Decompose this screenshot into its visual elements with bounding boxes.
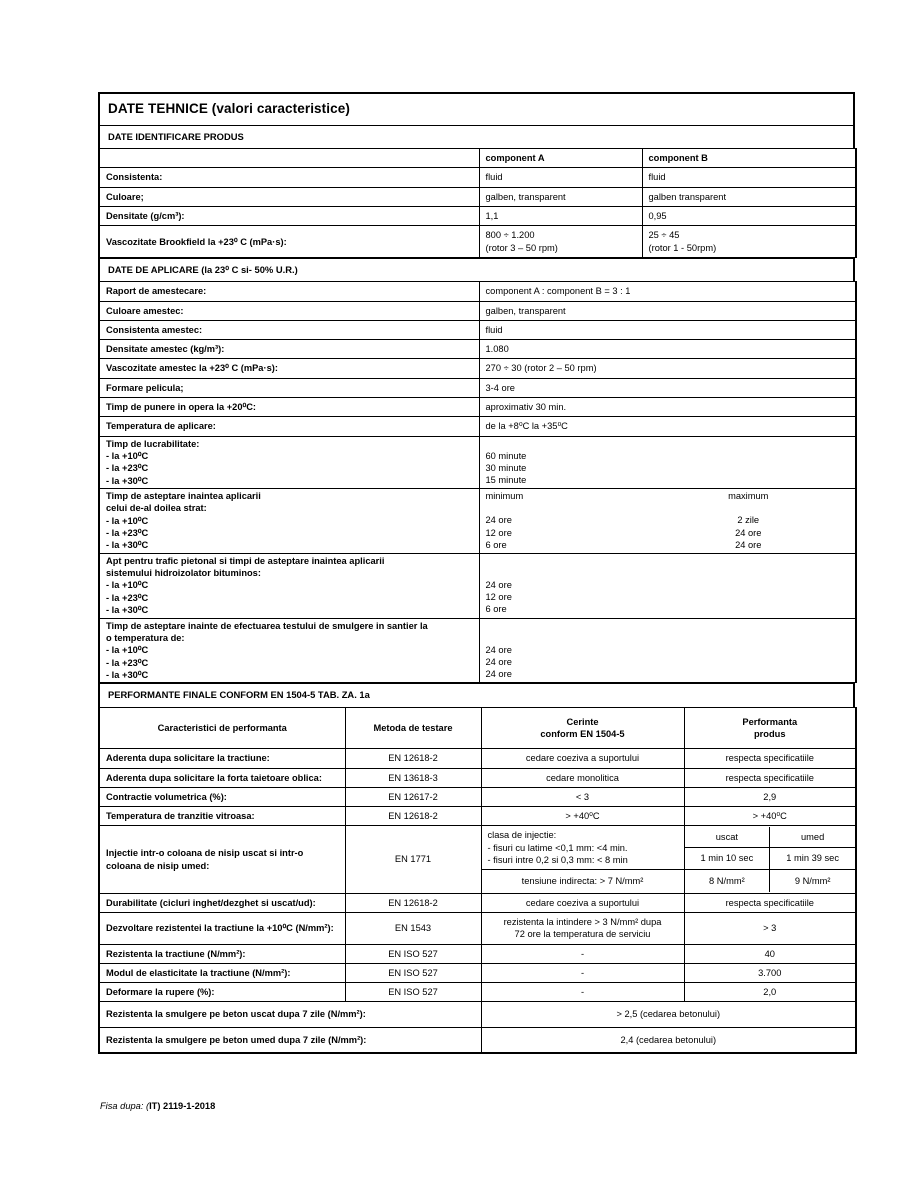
table-row: [99, 893, 856, 912]
vascozitate-b-line1: 25 ÷ 45: [648, 230, 680, 241]
pedestrian-temp-23: - la +23⁰C: [106, 592, 149, 603]
second-coat-min-23: 12 ore: [485, 527, 512, 538]
row-value-asteptare-smulgere: [479, 618, 856, 683]
injection-stress-umed: 9 N/mm²: [770, 869, 855, 892]
row-product-deformare-rupere: 2,0: [684, 983, 856, 1002]
dezvoltare-req-line1: rezistenta la intindere > 3 N/mm² dupa: [503, 916, 662, 927]
row-method-injectie: EN 1771: [345, 826, 481, 893]
row-requirement-modul-elasticitate: -: [481, 963, 684, 982]
row-label-modul-elasticitate: Modul de elasticitate la tractiune (N/mm²):: [99, 963, 345, 982]
row-label-consistenta-amestec: Consistenta amestec:: [99, 320, 479, 339]
injection-class-line3: - fisuri intre 0,2 si 0,3 mm: < 8 min: [487, 855, 628, 866]
workability-value-10: 60 minute: [485, 450, 527, 461]
row-label-aderenta-tractiune: Aderenta dupa solicitare la tractiune:: [99, 749, 345, 768]
row-product-aderenta-taietoare: respecta specificatiile: [684, 768, 856, 787]
table-row: [99, 187, 856, 206]
row-requirement-aderenta-tractiune: cedare coeziva a suportului: [481, 749, 684, 768]
footer-code: IT) 2119-1-2018: [149, 1101, 216, 1111]
second-coat-spacer: [486, 502, 850, 514]
title-row: [99, 93, 854, 125]
header-method: Metoda de testare: [345, 707, 481, 749]
row-label-smulgere-umed: Rezistenta la smulgere pe beton umed dupa 7 zile (N/mm²):: [99, 1027, 481, 1053]
title-block: [98, 92, 855, 125]
row-requirement-aderenta-taietoare: cedare monolitica: [481, 768, 684, 787]
table-row-pulloff-wait: [99, 618, 856, 683]
row-requirement-tranzitie-vitroasa: > +40⁰C: [481, 807, 684, 826]
row-method-dezvoltare-rezistenta: EN 1543: [345, 912, 481, 944]
second-coat-head2: celui de-al doilea strat:: [106, 503, 207, 514]
row-value-temperatura-aplicare: de la +8⁰C la +35⁰C: [479, 417, 856, 436]
second-coat-col-max: maximum: [728, 490, 769, 501]
row-value-trafic-pietonal: [479, 553, 856, 618]
row-label-consistenta: Consistenta:: [99, 168, 479, 187]
second-coat-values-10: [486, 514, 850, 526]
row-value-culoare-a: galben, transparent: [479, 187, 642, 206]
second-coat-min-30: 6 ore: [485, 540, 507, 551]
table-row: [99, 749, 856, 768]
workability-temp-23: - la +23⁰C: [106, 463, 149, 474]
page-title: DATE TEHNICE (valori caracteristice): [108, 101, 350, 116]
injection-product-subtable: [685, 827, 856, 892]
table-row-pulloff-dry: [99, 1002, 856, 1027]
second-coat-temp-23: - la +23⁰C: [106, 528, 149, 539]
header-blank: [99, 149, 479, 168]
table-row: [99, 983, 856, 1002]
table-row-second-coat: [99, 488, 856, 553]
row-value-formare-pelicula: 3-4 ore: [479, 378, 856, 397]
second-coat-temp-10: - la +10⁰C: [106, 515, 149, 526]
workability-head: Timp de lucrabilitate:: [106, 438, 200, 449]
injection-time-umed: 1 min 39 sec: [770, 848, 855, 869]
row-requirement-deformare-rupere: -: [481, 983, 684, 1002]
second-coat-col-headers: [486, 490, 850, 502]
row-label-tranzitie-vitroasa: Temperatura de tranzitie vitroasa:: [99, 807, 345, 826]
row-product-durabilitate: respecta specificatiile: [684, 893, 856, 912]
workability-temp-10: - la +10⁰C: [106, 450, 149, 461]
vascozitate-a-line2: (rotor 3 – 50 rpm): [485, 242, 558, 253]
row-label-densitate-amestec: Densitate amestec (kg/m³):: [99, 340, 479, 359]
row-label-culoare-amestec: Culoare amestec:: [99, 301, 479, 320]
pulloff-wait-value-23: 24 ore: [485, 656, 512, 667]
row-method-deformare-rupere: EN ISO 527: [345, 983, 481, 1002]
injection-requirement-subtable: [482, 826, 684, 892]
product-identification-table: [98, 148, 857, 258]
row-label-temperatura-aplicare: Temperatura de aplicare:: [99, 417, 479, 436]
table-row: [99, 301, 856, 320]
row-label-formare-pelicula: Formare pelicula;: [99, 378, 479, 397]
row-value-vascozitate-b: [642, 226, 856, 258]
pulloff-wait-spacer: [486, 620, 850, 644]
header-requirement-line2: conform EN 1504-5: [540, 729, 625, 740]
row-method-contractie: EN 12617-2: [345, 787, 481, 806]
header-product-line2: produs: [754, 729, 786, 740]
pulloff-wait-value-10: 24 ore: [485, 644, 512, 655]
row-requirement-dezvoltare-rezistenta: [481, 912, 684, 944]
pulloff-wait-head2: o temperatura de:: [106, 632, 185, 643]
injection-class-line2: - fisuri cu latime <0,1 mm: <4 min.: [487, 842, 628, 853]
table-row: [99, 768, 856, 787]
technical-data-sheet: [98, 92, 855, 1054]
workability-temp-30: - la +30⁰C: [106, 475, 149, 486]
row-product-injectie: [684, 826, 856, 893]
row-label-timp-punere-opera: Timp de punere in opera la +20⁰C:: [99, 398, 479, 417]
pulloff-wait-temp-23: - la +23⁰C: [106, 657, 149, 668]
row-label-rezistenta-tractiune: Rezistenta la tractiune (N/mm²):: [99, 944, 345, 963]
table-row: [99, 787, 856, 806]
pedestrian-temp-30: - la +30⁰C: [106, 605, 149, 616]
row-value-culoare-b: galben transparent: [642, 187, 856, 206]
row-label-trafic-pietonal: [99, 553, 479, 618]
performance-table: [98, 707, 857, 1054]
row-product-dezvoltare-rezistenta: > 3: [684, 912, 856, 944]
row-value-consistenta-a: fluid: [479, 168, 642, 187]
pulloff-wait-head1: Timp de asteptare inainte de efectuarea testului de smulgere in santier la: [106, 620, 428, 631]
footer-prefix: Fisa dupa: (: [100, 1101, 150, 1111]
row-product-aderenta-tractiune: respecta specificatiile: [684, 749, 856, 768]
row-value-consistenta-b: fluid: [642, 168, 856, 187]
header-characteristic: Caracteristici de performanta: [99, 707, 345, 749]
section-header-performance: [98, 683, 855, 706]
header-component-a: component A: [479, 149, 642, 168]
row-value-densitate-amestec: 1.080: [479, 340, 856, 359]
row-label-vascozitate: Vascozitate Brookfield la +23⁰ C (mPa·s):: [99, 226, 479, 258]
row-label-aderenta-taietoare: Aderenta dupa solicitare la forta taietoare oblica:: [99, 768, 345, 787]
table-row: [99, 359, 856, 378]
row-label-dezvoltare-rezistenta: Dezvoltare rezistentei la tractiune la +10⁰C (N/mm²):: [99, 912, 345, 944]
row-value-asteptare-strat2: [479, 488, 856, 553]
header-product-line1: Performanta: [742, 716, 798, 727]
table-row: [99, 207, 856, 226]
row-value-raport-amestecare: component A : component B = 3 : 1: [479, 282, 856, 301]
second-coat-values-23: [486, 527, 850, 539]
injection-col-umed: umed: [770, 827, 855, 848]
row-label-smulgere-uscat: Rezistenta la smulgere pe beton uscat dupa 7 zile (N/mm²):: [99, 1002, 481, 1027]
injection-stress-uscat: 8 N/mm²: [709, 875, 745, 886]
section-header-apply: [98, 258, 855, 281]
section-title-identify: DATE IDENTIFICARE PRODUS: [108, 130, 244, 142]
second-coat-col-min: minimum: [485, 490, 524, 501]
section-title-performance: PERFORMANTE FINALE CONFORM EN 1504-5 TAB. ZA. 1a: [108, 689, 370, 701]
row-product-rezistenta-tractiune: 40: [684, 944, 856, 963]
row-method-modul-elasticitate: EN ISO 527: [345, 963, 481, 982]
pulloff-wait-temp-10: - la +10⁰C: [106, 645, 149, 656]
pedestrian-head2: sistemului hidroizolator bituminos:: [106, 568, 261, 579]
row-label-culoare: Culoare;: [99, 187, 479, 206]
row-value-culoare-amestec: galben, transparent: [479, 301, 856, 320]
table-row: [99, 944, 856, 963]
row-label-durabilitate: Durabilitate (cicluri inghet/dezghet si uscat/ud):: [99, 893, 345, 912]
row-value-timp-punere-opera: aproximativ 30 min.: [479, 398, 856, 417]
pulloff-wait-value-30: 24 ore: [485, 669, 512, 680]
row-value-vascozitate-amestec: 270 ÷ 30 (rotor 2 – 50 rpm): [479, 359, 856, 378]
table-row: [99, 807, 856, 826]
header-requirement-line1: Cerinte: [566, 716, 599, 727]
row-product-tranzitie-vitroasa: > +40⁰C: [684, 807, 856, 826]
vascozitate-b-line2: (rotor 1 - 50rpm): [648, 242, 717, 253]
table-row: [99, 226, 856, 258]
second-coat-temp-30: - la +30⁰C: [106, 540, 149, 551]
table-row: [99, 963, 856, 982]
pedestrian-value-30: 6 ore: [485, 604, 507, 615]
row-product-contractie: 2,9: [684, 787, 856, 806]
row-value-densitate-b: 0,95: [642, 207, 856, 226]
row-product-modul-elasticitate: 3.700: [684, 963, 856, 982]
workability-value-23: 30 minute: [485, 462, 527, 473]
row-label-deformare-rupere: Deformare la rupere (%):: [99, 983, 345, 1002]
row-label-asteptare-smulgere: [99, 618, 479, 683]
second-coat-values-30: [486, 539, 850, 551]
table-row-pedestrian: [99, 553, 856, 618]
injection-stress-requirement: tensiune indirecta: > 7 N/mm²: [521, 876, 644, 887]
second-coat-head1: Timp de asteptare inaintea aplicarii: [106, 490, 261, 501]
injection-col-uscat: uscat: [685, 827, 770, 848]
vascozitate-a-line1: 800 ÷ 1.200: [485, 230, 535, 241]
row-requirement-contractie: < 3: [481, 787, 684, 806]
row-method-durabilitate: EN 12618-2: [345, 893, 481, 912]
row-label-densitate: Densitate (g/cm³):: [99, 207, 479, 226]
pedestrian-value-10: 24 ore: [485, 579, 512, 590]
header-component-b: component B: [642, 149, 856, 168]
injection-time-uscat: 1 min 10 sec: [685, 848, 770, 869]
section-title-apply: DATE DE APLICARE (la 23⁰ C si- 50% U.R.): [108, 264, 298, 275]
row-value-smulgere-umed: 2,4 (cedarea betonului): [481, 1027, 856, 1053]
row-label-contractie: Contractie volumetrica (%):: [99, 787, 345, 806]
table-row: [99, 282, 856, 301]
table-row-header: [99, 149, 856, 168]
table-row: [99, 912, 856, 944]
table-row-injection: [99, 826, 856, 893]
row-requirement-rezistenta-tractiune: -: [481, 944, 684, 963]
table-row-workability: [99, 436, 856, 488]
pedestrian-temp-10: - la +10⁰C: [106, 580, 149, 591]
row-label-raport-amestecare: Raport de amestecare:: [99, 282, 479, 301]
table-row-pulloff-wet: [99, 1027, 856, 1053]
workability-value-30: 15 minute: [485, 475, 527, 486]
row-requirement-durabilitate: cedare coeziva a suportului: [481, 893, 684, 912]
application-data-table: [98, 281, 857, 683]
second-coat-max-30: 24 ore: [735, 540, 762, 551]
row-value-vascozitate-a: [479, 226, 642, 258]
pulloff-wait-temp-30: - la +30⁰C: [106, 670, 149, 680]
footer-reference: [100, 1101, 215, 1111]
row-method-aderenta-taietoare: EN 13618-3: [345, 768, 481, 787]
second-coat-max-10: 2 zile: [737, 515, 760, 526]
row-value-timp-lucrabilitate: [479, 436, 856, 488]
row-label-asteptare-strat2: [99, 488, 479, 553]
table-row: [99, 340, 856, 359]
row-method-aderenta-tractiune: EN 12618-2: [345, 749, 481, 768]
pedestrian-spacer: [486, 555, 850, 579]
header-product: [684, 707, 856, 749]
section-header-identify: [98, 125, 855, 148]
row-method-rezistenta-tractiune: EN ISO 527: [345, 944, 481, 963]
pedestrian-value-23: 12 ore: [485, 592, 512, 603]
row-value-densitate-a: 1,1: [479, 207, 642, 226]
pedestrian-head1: Apt pentru trafic pietonal si timpi de asteptare inaintea aplicarii: [106, 555, 385, 566]
row-label-vascozitate-amestec: Vascozitate amestec la +23⁰ C (mPa·s):: [99, 359, 479, 378]
row-label-timp-lucrabilitate: [99, 436, 479, 488]
second-coat-min-10: 24 ore: [485, 515, 512, 526]
workability-spacer: [486, 438, 850, 450]
table-row: [99, 398, 856, 417]
table-row: [99, 417, 856, 436]
table-row: [99, 168, 856, 187]
row-requirement-injectie: [481, 826, 684, 893]
table-row-header: [99, 707, 856, 749]
second-coat-max-23: 24 ore: [735, 527, 762, 538]
table-row: [99, 320, 856, 339]
row-method-tranzitie-vitroasa: EN 12618-2: [345, 807, 481, 826]
injection-class-block: [482, 826, 684, 870]
header-requirement: [481, 707, 684, 749]
row-value-consistenta-amestec: fluid: [479, 320, 856, 339]
table-row: [99, 378, 856, 397]
injection-class-line1: clasa de injectie:: [487, 830, 557, 841]
dezvoltare-req-line2: 72 ore la temperatura de serviciu: [514, 929, 651, 940]
row-value-smulgere-uscat: > 2,5 (cedarea betonului): [481, 1002, 856, 1027]
row-label-injectie: Injectie intr-o coloana de nisip uscat si intr-o coloana de nisip umed:: [99, 826, 345, 893]
